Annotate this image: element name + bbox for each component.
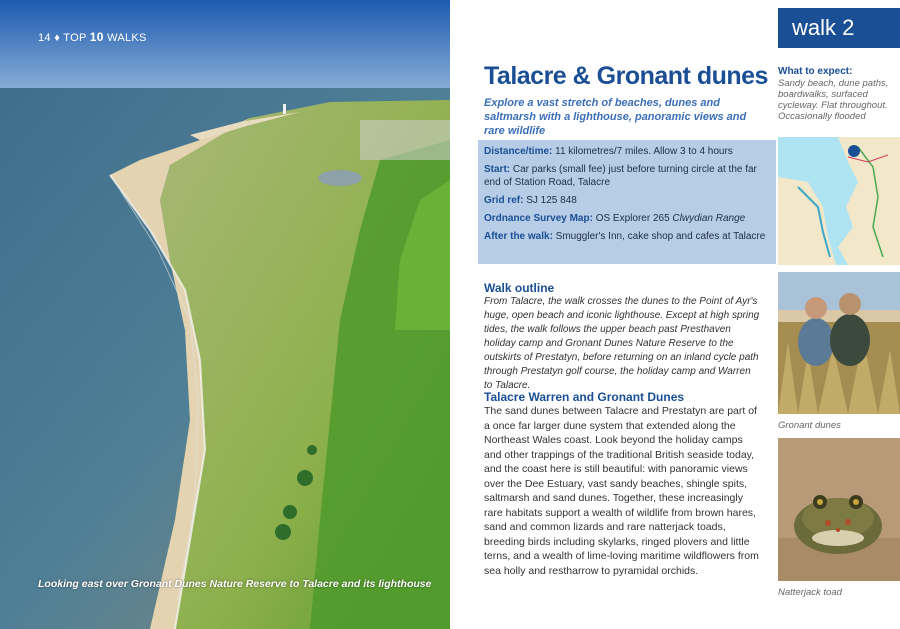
info-key: Grid ref: bbox=[484, 195, 524, 206]
walk-info-box bbox=[478, 140, 776, 264]
info-value-italic: Clwydian Range bbox=[672, 213, 746, 224]
info-value: SJ 125 848 bbox=[523, 195, 577, 206]
outline-text: From Talacre, the walk crosses the dunes to the Point of Ayr's huge, open beach and iconic lighthouse. Except at high spring tides, the walk follows the upper beach past Presthaven holiday camp and Gronant Dunes Nature Reserve to the outskirts of Prestatyn, before returning on an inland cycle path through Prestatyn golf course, the holiday camp and Warren to Talacre. bbox=[484, 296, 760, 391]
toad-caption: Natterjack toad bbox=[778, 587, 842, 598]
info-row-os-map bbox=[484, 212, 770, 225]
section-heading-warren: Talacre Warren and Gronant Dunes bbox=[484, 390, 685, 404]
info-row-distance bbox=[484, 145, 770, 158]
info-row-after-walk bbox=[484, 230, 770, 243]
info-value: 11 kilometres/7 miles. Allow 3 to 4 hours bbox=[552, 146, 733, 157]
info-value: Car parks (small fee) just before turning circle at the far end of Station Road, Talacre bbox=[484, 164, 757, 188]
info-key: After the walk: bbox=[484, 231, 553, 242]
info-row-grid-ref bbox=[484, 194, 770, 207]
diamond-icon: ♦ bbox=[54, 32, 61, 44]
locator-map bbox=[778, 137, 900, 265]
warren-text: The sand dunes between Talacre and Prestatyn are part of a once far larger dune system that extended along the Northeast Wales coast. Look beyond the holiday camps and other trappings of the traditional British seaside today, and the coast here is still beautiful: with panoramic views over the Dee Estuary, vast sandy beaches, shingle spits, saltmarsh and sand dunes. Together, these increasingly rare habitats support a wealth of wildlife from brown hares, sand and common lizards and rare natterjack toads, breeding birds including skylarks, ringed plovers and little terns, and a wealth of lime-loving maritime wildflowers from sea holly and restharrow to pyramidal orchids. bbox=[484, 405, 759, 577]
series-number: 10 bbox=[89, 30, 104, 44]
info-row-start bbox=[484, 163, 770, 189]
page-subtitle: Explore a vast stretch of beaches, dunes and saltmarsh with a lighthouse, panoramic views and rare wildlife bbox=[484, 97, 747, 137]
page-number: 14 bbox=[38, 32, 51, 44]
series-prefix: TOP bbox=[63, 32, 87, 44]
page-title: Talacre & Gronant dunes bbox=[484, 62, 768, 90]
couple-photo bbox=[778, 272, 900, 414]
expect-title: What to expect: bbox=[778, 66, 853, 77]
info-key: Ordnance Survey Map: bbox=[484, 213, 593, 224]
photo-caption: Looking east over Gronant Dunes Nature Reserve to Talacre and its lighthouse bbox=[38, 578, 432, 590]
info-key: Start: bbox=[484, 164, 511, 175]
info-value: OS Explorer 265 bbox=[592, 213, 673, 224]
info-value: Smuggler's Inn, cake shop and cafes at Talacre bbox=[552, 231, 766, 242]
toad-photo bbox=[778, 438, 900, 581]
info-key: Distance/time: bbox=[484, 146, 553, 157]
section-heading-outline: Walk outline bbox=[484, 281, 555, 295]
page-header bbox=[38, 30, 147, 44]
expect-text: Sandy beach, dune paths, boardwalks, surfaced cycleway. Flat throughout. Occasionally flooded bbox=[778, 78, 889, 122]
walk-badge: walk 2 bbox=[778, 8, 900, 48]
couple-caption: Gronant dunes bbox=[778, 420, 841, 431]
series-suffix: WALKS bbox=[107, 32, 147, 44]
